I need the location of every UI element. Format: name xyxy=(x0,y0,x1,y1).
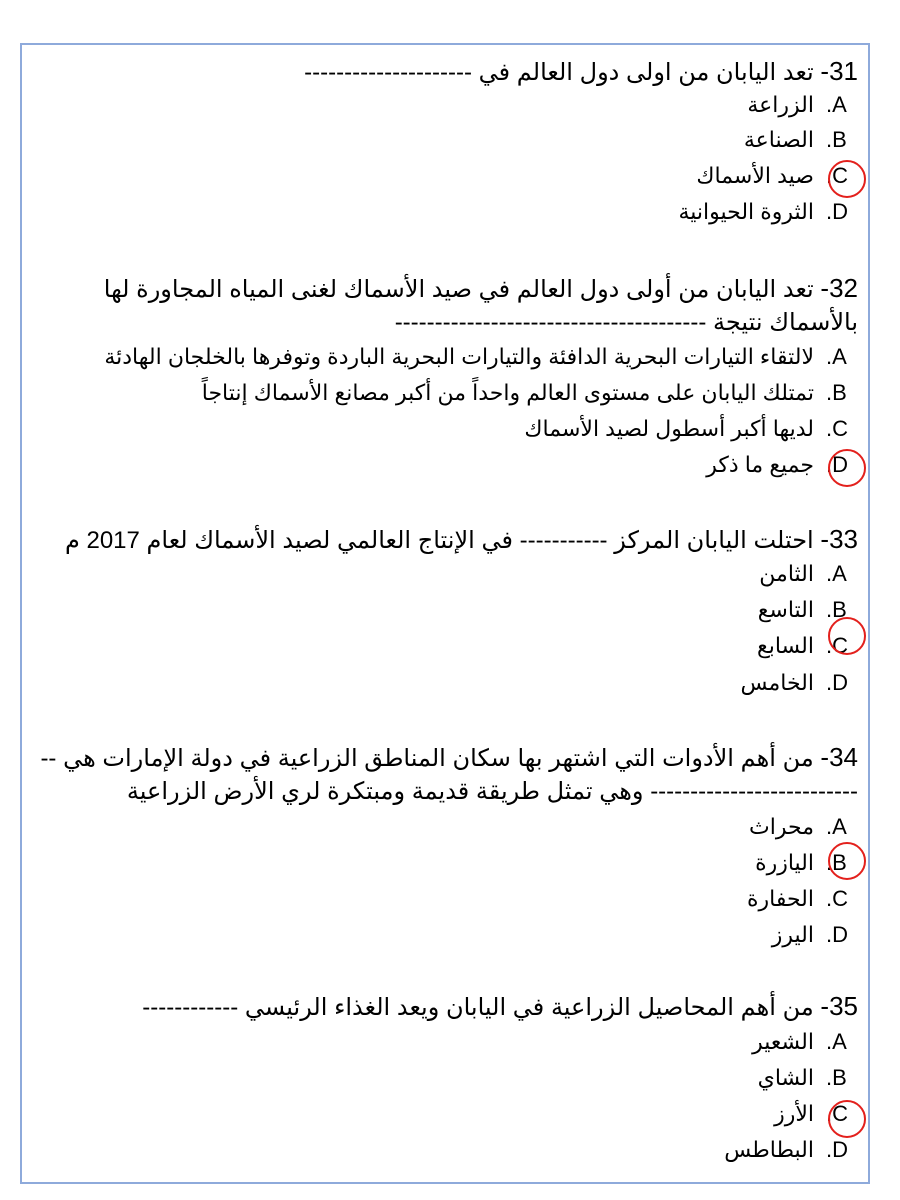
q32-option-d[interactable]: D.جميع ما ذكر xyxy=(706,452,849,477)
q32-option-c[interactable]: C.لديها أكبر أسطول لصيد الأسماك xyxy=(524,416,849,441)
q35-option-d[interactable]: D.البطاطس xyxy=(724,1137,849,1162)
answer-circle xyxy=(828,160,866,198)
q33-option-c[interactable]: C.السابع xyxy=(757,633,849,658)
q31-option-b[interactable]: B.الصناعة xyxy=(743,127,847,152)
answer-circle xyxy=(828,449,866,487)
q35-option-a[interactable]: A.الشعير xyxy=(752,1029,847,1054)
question-number: 32- xyxy=(820,273,858,303)
question-number: 31- xyxy=(820,56,858,86)
answer-circle xyxy=(828,842,866,880)
question-text: من أهم الأدوات التي اشتهر بها سكان المناطق الزراعية في دولة الإمارات هي -- xyxy=(40,745,814,772)
question-continuation: بالأسماك نتيجة --------------------------------------- xyxy=(394,309,858,336)
q34-option-d[interactable]: D.اليرز xyxy=(771,922,849,947)
q33-option-b[interactable]: B.التاسع xyxy=(757,597,847,622)
question-text: تعد اليابان من أولى دول العالم في صيد الأسماك لغنى المياه المجاورة لها xyxy=(103,276,814,303)
question-continuation: -------------------------- وهي تمثل طريقة قديمة ومبتكرة لري الأرض الزراعية xyxy=(126,778,858,805)
question-number: 33- xyxy=(820,524,858,554)
q31-option-a[interactable]: A.الزراعة xyxy=(747,92,847,117)
question-31 xyxy=(304,58,858,85)
q31-option-d[interactable]: D.الثروة الحيوانية xyxy=(678,199,849,224)
question-number: 35- xyxy=(820,991,858,1021)
question-35 xyxy=(142,993,858,1020)
question-text: من أهم المحاصيل الزراعية في اليابان ويعد الغذاء الرئيسي ------------ xyxy=(142,994,814,1021)
q32-option-a[interactable]: A.لالتقاء التيارات البحرية الدافئة والتيارات البحرية الباردة وتوفرها بالخلجان الهادئة xyxy=(104,344,847,369)
q35-option-c[interactable]: C.الأرز xyxy=(774,1101,849,1126)
question-32 xyxy=(104,275,858,302)
question-33 xyxy=(65,526,858,553)
q31-option-c[interactable]: C.صيد الأسماك xyxy=(696,163,849,188)
question-number: 34- xyxy=(820,742,858,772)
question-text: احتلت اليابان المركز ----------- في الإنتاج العالمي لصيد الأسماك لعام 2017 م xyxy=(64,527,814,554)
q34-option-a[interactable]: A.محراث xyxy=(749,814,847,839)
q33-option-d[interactable]: D.الخامس xyxy=(740,670,849,695)
q35-option-b[interactable]: B.الشاي xyxy=(757,1065,847,1090)
q32-option-b[interactable]: B.تمتلك اليابان على مستوى العالم واحداً من أكبر مصانع الأسماك إنتاجاً xyxy=(201,380,847,405)
q34-option-b[interactable]: B.اليازرة xyxy=(755,850,847,875)
q33-option-a[interactable]: A.الثامن xyxy=(759,561,847,586)
answer-circle xyxy=(828,1100,866,1138)
question-34 xyxy=(40,744,858,771)
answer-circle xyxy=(828,617,866,655)
question-text: تعد اليابان من اولى دول العالم في --------------------- xyxy=(304,59,814,86)
q34-option-c[interactable]: C.الحفارة xyxy=(747,886,849,911)
